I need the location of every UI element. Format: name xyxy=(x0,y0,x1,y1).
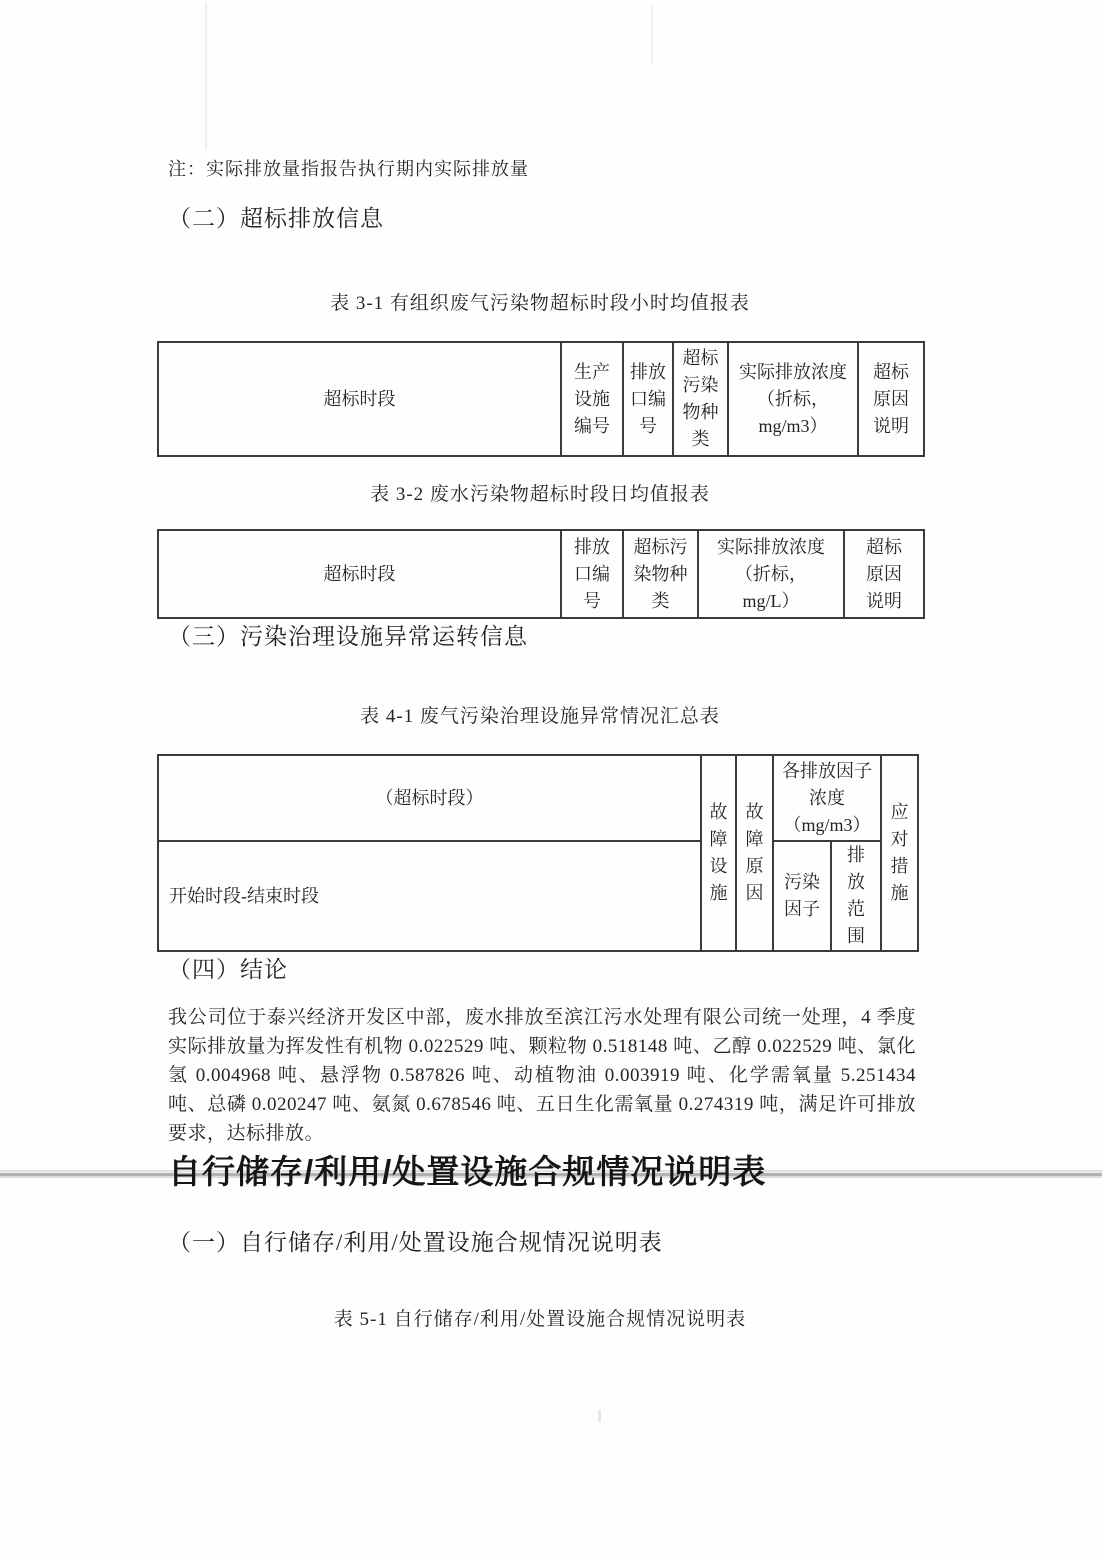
note-text: 注：实际排放量指报告执行期内实际排放量 xyxy=(168,159,529,179)
t31-header-production-facility-no: 生产设施编号 xyxy=(561,342,623,456)
table-row xyxy=(158,530,924,618)
cell-line: 实际排放浓度 xyxy=(739,361,847,382)
t31-header-exceed-period: 超标时段 xyxy=(158,342,561,456)
t31-header-actual-concentration xyxy=(728,342,858,456)
t32-header-exceed-reason: 超标原因说明 xyxy=(844,530,924,618)
section-heading-conclusion: （四）结论 xyxy=(168,957,288,982)
table-5-1-caption: 表 5-1 自行储存/利用/处置设施合规情况说明表 xyxy=(333,1309,747,1330)
cell-line: 各排放因子 xyxy=(782,760,872,781)
t41-header-factor-concentration-group xyxy=(773,755,881,841)
t41-header-discharge-range: 排放范围 xyxy=(831,841,881,951)
t32-header-actual-concentration xyxy=(698,530,844,618)
t31-header-pollutant-type: 超标污染物种类 xyxy=(673,342,728,456)
cell-line: （mg/m3） xyxy=(783,814,871,835)
table-row xyxy=(158,755,918,841)
cell-line: （折标， xyxy=(735,563,807,584)
cell-line: （折标， xyxy=(757,388,829,409)
cell-line: mg/L） xyxy=(742,590,800,611)
t31-header-exceed-reason: 超标原因说明 xyxy=(858,342,924,456)
t41-header-fault-facility: 故障设施 xyxy=(701,755,736,951)
table-row xyxy=(158,841,918,951)
scan-artifact-speck xyxy=(598,1410,601,1422)
table-3-2-caption: 表 3-2 废水污染物超标时段日均值报表 xyxy=(370,484,710,505)
table-3-2-wastewater-exceedance-daily xyxy=(157,529,925,619)
table-row xyxy=(158,342,924,456)
section-heading-treatment-facility-abnormal-info: （三）污染治理设施异常运转信息 xyxy=(168,624,528,649)
t41-header-exceed-period: （超标时段） xyxy=(158,755,701,841)
cell-line: mg/m3） xyxy=(758,415,828,436)
table-3-1-gas-exceedance-hourly xyxy=(157,341,925,457)
section-heading-exceedance-emission-info: （二）超标排放信息 xyxy=(168,206,384,231)
t31-header-outlet-no: 排放口编号 xyxy=(623,342,673,456)
t32-header-exceed-period: 超标时段 xyxy=(158,530,561,618)
cell-line: 浓度 xyxy=(809,787,845,808)
t41-header-pollutant-factor: 污染因子 xyxy=(773,841,831,951)
table-4-1-caption: 表 4-1 废气污染治理设施异常情况汇总表 xyxy=(360,706,720,727)
table-3-1-caption: 表 3-1 有组织废气污染物超标时段小时均值报表 xyxy=(330,293,750,314)
t41-header-fault-reason: 故障原因 xyxy=(736,755,773,951)
cell-line: 实际排放浓度 xyxy=(717,536,825,557)
scan-artifact-line xyxy=(205,2,207,150)
chapter-heading-self-storage-compliance: 自行储存/利用/处置设施合规情况说明表 xyxy=(168,1153,767,1190)
t32-header-outlet-no: 排放口编号 xyxy=(561,530,623,618)
conclusion-paragraph: 我公司位于泰兴经济开发区中部，废水排放至滨江污水处理有限公司统一处理，4 季度实际排放量为挥发性有机物 0.022529 吨、颗粒物 0.518148 吨、乙醇 0.022529 吨、氯化氢 0.004968 吨、悬浮物 0.587826 吨、动植物油 0.003919 吨、化学需氧量 5.251434 吨、总磷 0.020247 吨、氨氮 0.678546 吨、五日生化需氧量 0.274319 吨，满足许可排放要求，达标排放。 xyxy=(168,1007,916,1144)
t41-header-start-end-period: 开始时段-结束时段 xyxy=(158,841,701,951)
table-4-1-gas-treatment-abnormal-summary xyxy=(157,754,919,952)
t32-header-pollutant-type: 超标污染物种类 xyxy=(623,530,698,618)
section-heading-self-storage-compliance: （一）自行储存/利用/处置设施合规情况说明表 xyxy=(168,1230,663,1255)
t41-header-response-measures: 应对措施 xyxy=(881,755,918,951)
scan-artifact-line xyxy=(651,6,653,64)
